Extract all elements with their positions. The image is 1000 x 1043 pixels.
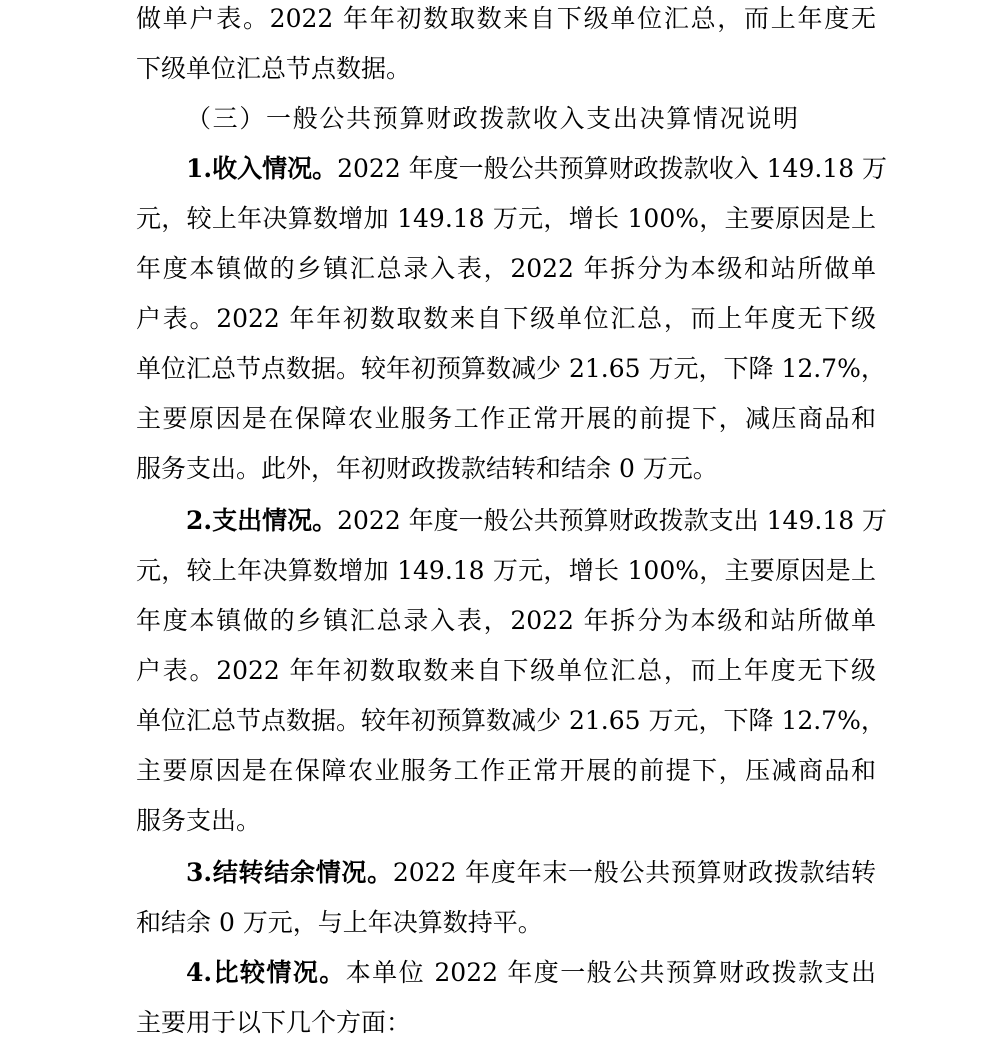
- comparison-line: 主要用于以下几个方面：: [136, 1008, 412, 1037]
- carryover-paragraph-first-line: [186, 855, 876, 891]
- section-title: （三）一般公共预算财政拨款收入支出决算情况说明: [186, 104, 798, 133]
- expenditure-first-rest: 2022 年度一般公共预算财政拨款支出 149.18 万: [337, 506, 888, 535]
- carryover-line: 和结余 0 万元，与上年决算数持平。: [136, 908, 543, 937]
- expenditure-line: 年度本镇做的乡镇汇总录入表，2022 年拆分为本级和站所做单: [136, 606, 876, 635]
- expenditure-paragraph-first-line: [186, 503, 888, 539]
- comparison-paragraph-first-line: [186, 955, 876, 991]
- comparison-first-rest: 本单位 2022 年度一般公共预算财政拨款支出: [345, 958, 876, 987]
- income-line: 年度本镇做的乡镇汇总录入表，2022 年拆分为本级和站所做单: [136, 254, 876, 283]
- intro-line-2: 下级单位汇总节点数据。: [136, 54, 412, 83]
- income-line: 元，较上年决算数增加 149.18 万元，增长 100%，主要原因是上: [136, 204, 876, 233]
- income-line: 单位汇总节点数据。较年初预算数减少 21.65 万元，下降 12.7%，: [136, 354, 886, 383]
- carryover-lead: 3.结转结余情况。: [186, 858, 393, 887]
- income-paragraph-first-line: [186, 151, 888, 187]
- income-line: 户表。2022 年年初数取数来自下级单位汇总，而上年度无下级: [136, 304, 876, 333]
- comparison-lead: 4.比较情况。: [186, 958, 346, 987]
- expenditure-line: 元，较上年决算数增加 149.18 万元，增长 100%，主要原因是上: [136, 556, 876, 585]
- expenditure-lead: 2.支出情况。: [186, 506, 338, 535]
- income-line: 主要原因是在保障农业服务工作正常开展的前提下，减压商品和: [136, 404, 876, 433]
- income-line: 服务支出。此外，年初财政拨款结转和结余 0 万元。: [136, 454, 718, 483]
- intro-line-1: 做单户表。2022 年年初数取数来自下级单位汇总，而上年度无: [136, 4, 876, 33]
- expenditure-line: 户表。2022 年年初数取数来自下级单位汇总，而上年度无下级: [136, 656, 876, 685]
- expenditure-line: 服务支出。: [136, 806, 262, 835]
- expenditure-line: 单位汇总节点数据。较年初预算数减少 21.65 万元，下降 12.7%，: [136, 706, 886, 735]
- income-first-rest: 2022 年度一般公共预算财政拨款收入 149.18 万: [337, 154, 888, 183]
- income-lead: 1.收入情况。: [186, 154, 338, 183]
- expenditure-line: 主要原因是在保障农业服务工作正常开展的前提下，压减商品和: [136, 756, 876, 785]
- carryover-first-rest: 2022 年度年末一般公共预算财政拨款结转: [392, 858, 876, 887]
